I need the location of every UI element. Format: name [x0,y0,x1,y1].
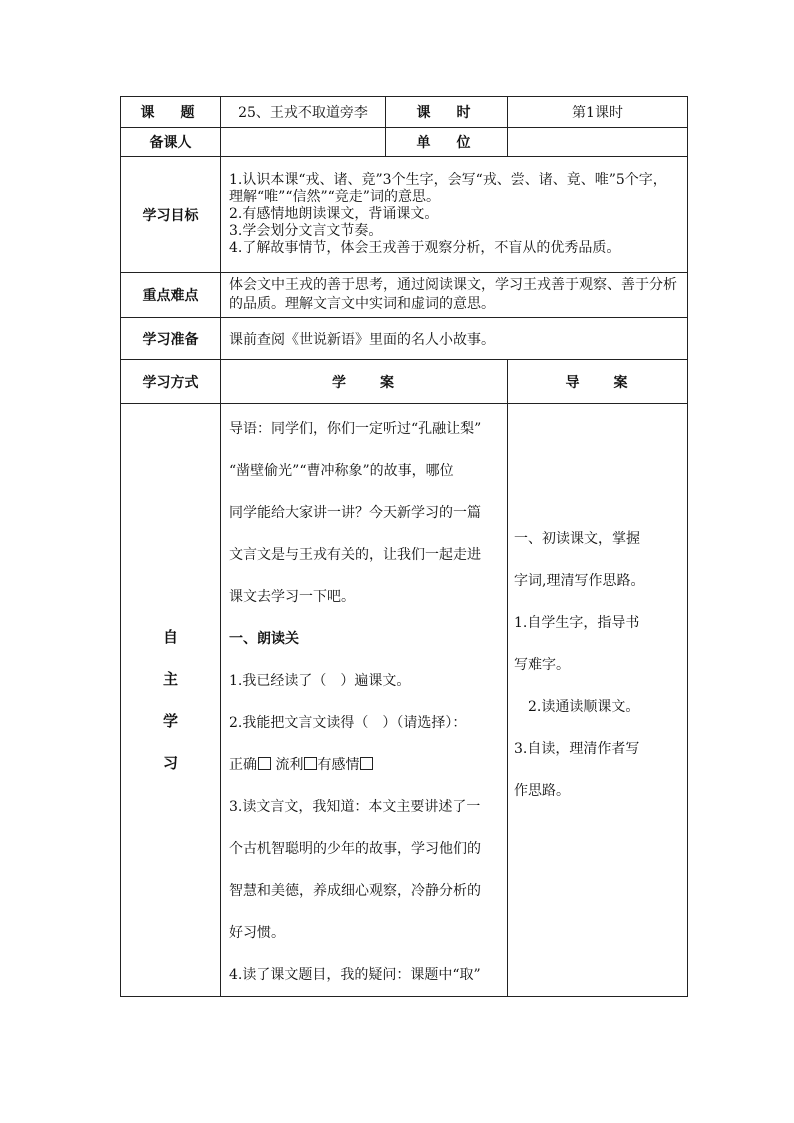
lesson-plan-table [120,96,688,997]
section-title: 一、朗读关 [229,631,299,647]
question-3-line: 智慧和美德，养成细心观察，冷静分析的 [229,883,481,899]
self-study-char: 主 [162,670,178,688]
self-study-char: 自 [162,628,178,646]
guide-line: 写难字。 [514,657,570,673]
topic-value: 25、王戎不取道旁李 [221,97,386,128]
prep-label: 学习准备 [121,318,221,360]
topic-label: 课 题 [121,97,221,128]
key-points-label: 重点难点 [121,273,221,318]
intro-line: 课文去学习一下吧。 [229,589,355,605]
preparer-value [221,128,386,157]
intro-line: 文言文是与王戎有关的，让我们一起走进 [229,547,481,563]
goal-item: 3.学会划分文言文节奏。 [229,223,383,239]
option-checkboxes [229,744,499,786]
method-label: 学习方式 [121,360,221,404]
intro-line: “凿壁偷光”“曹冲称象”的故事，哪位 [229,463,454,479]
plan-header: 学 案 [221,360,508,404]
guide-line: 1.自学生字，指导书 [514,615,640,631]
guide-header: 导 案 [508,360,688,404]
key-points-row [121,273,688,318]
option-label: 正确 [229,757,257,773]
option-label: 有感情 [317,757,360,773]
method-row [121,360,688,404]
prep-text: 课前查阅《世说新语》里面的名人小故事。 [221,318,688,360]
guide-line: 作思路。 [514,783,570,799]
guide-cell [508,404,688,997]
intro-line: 同学能给大家讲一讲？今天新学习的一篇 [229,505,481,521]
guide-line: 2.读通读顺课文。 [514,699,640,715]
option-label: 流利 [275,757,304,773]
prep-row [121,318,688,360]
checkbox-fluent[interactable] [304,757,317,770]
preparer-label: 备课人 [121,128,221,157]
key-points-text: 体会文中王戎的善于思考，通过阅读课文，学习王戎善于观察、善于分析的品质。理解文言文中实词和虚词的意思。 [221,273,688,318]
study-plan-cell [221,404,508,997]
question-3-line: 个古机智聪明的少年的故事，学习他们的 [229,841,481,857]
goal-item: 1.认识本课“戎、诸、竞”3个生字，会写“戎、尝、诸、竟、唯”5个字，理解“唯”“信然”“竞走”词的意思。 [229,172,667,205]
question-1: 1.我已经读了（ ）遍课文。 [229,673,411,689]
guide-line: 字词,理清写作思路。 [514,573,645,589]
checkbox-emotional[interactable] [360,757,373,770]
self-study-char: 学 [162,712,178,730]
goals-label: 学习目标 [121,157,221,273]
unit-label: 单 位 [386,128,508,157]
guide-line: 一、初读课文，掌握 [514,531,640,547]
self-study-label [121,404,221,997]
question-3-line: 3.读文言文，我知道：本文主要讲述了一 [229,799,481,815]
intro-line: 导语：同学们，你们一定听过“孔融让梨” [229,421,482,437]
period-label: 课 时 [386,97,508,128]
goals-row [121,157,688,273]
question-2: 2.我能把文言文读得（ ）（请选择）： [229,715,467,731]
question-3-line: 好习惯。 [229,925,285,941]
question-4: 4.读了课文题目，我的疑问：课题中“取” [229,967,481,983]
period-value: 第1课时 [508,97,688,128]
goal-item: 4.了解故事情节，体会王戎善于观察分析，不盲从的优秀品质。 [229,240,621,256]
guide-line: 3.自读，理清作者写 [514,741,640,757]
self-study-row [121,404,688,997]
goals-list [221,157,688,273]
unit-value [508,128,688,157]
checkbox-correct[interactable] [258,757,271,770]
goal-item: 2.有感情地朗读课文，背诵课文。 [229,206,439,222]
lesson-plan-sheet [120,96,687,997]
header-row-preparer [121,128,688,157]
self-study-char: 习 [162,754,178,772]
header-row-topic [121,97,688,128]
